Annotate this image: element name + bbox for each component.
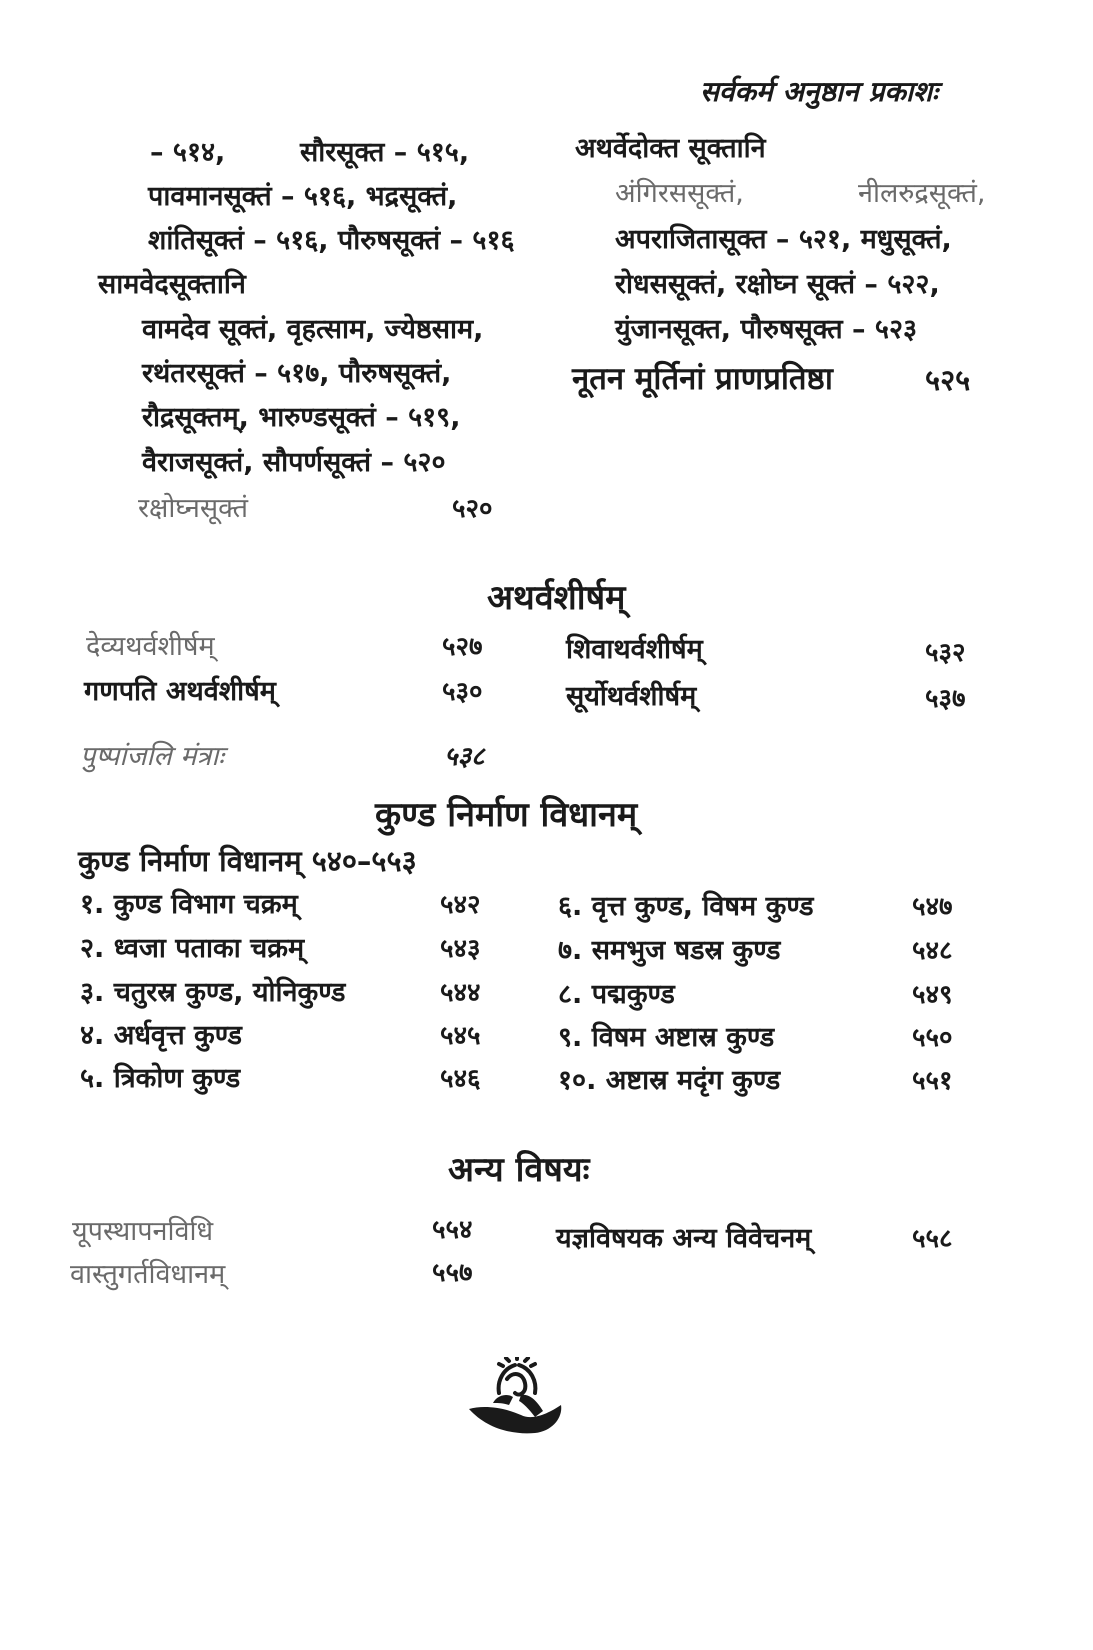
anya-left-2-page: ५५७	[432, 1258, 473, 1288]
left-line-3: शांतिसूक्तं – ५१६, पौरुषसूक्तं – ५१६	[148, 225, 515, 256]
anya-left-1-label: यूपस्थापनविधि	[72, 1216, 214, 1247]
kunda-left-4-page: ५४५	[440, 1021, 481, 1051]
kunda-left-1-label: १. कुण्ड विभाग चक्रम्	[80, 889, 298, 920]
lamp-icon	[463, 1357, 568, 1439]
pushpanjali-label: पुष्पांजलि मंत्राः	[80, 741, 224, 772]
kunda-right-1-label: ६. वृत्त कुण्ड, विषम कुण्ड	[558, 891, 814, 922]
ash-left-1-label: देव्यथर्वशीर्षम्	[86, 631, 215, 662]
ash-left-2-label: गणपति अथर्वशीर्षम्	[84, 676, 276, 707]
anya-left-2-label: वास्तुगर्तविधानम्	[70, 1259, 226, 1290]
kunda-right-2-page: ५४८	[912, 936, 953, 966]
kunda-left-2-label: २. ध्वजा पताका चक्रम्	[80, 933, 305, 964]
ash-right-2-page: ५३७	[925, 684, 966, 714]
ash-right-1-label: शिवाथर्वशीर्षम्	[566, 634, 703, 665]
samaveda-line-4: वैराजसूक्तं, सौपर्णसूक्तं – ५२०	[142, 447, 446, 478]
kunda-right-3-page: ५४९	[912, 980, 953, 1010]
kunda-left-1-page: ५४२	[440, 890, 481, 920]
atharva-line-2: अपराजितासूक्त – ५२१, मधुसूक्तं,	[615, 224, 952, 255]
kunda-left-2-page: ५४३	[440, 934, 481, 964]
anya-right-1-label: यज्ञविषयक अन्य विवेचनम्	[556, 1223, 812, 1254]
ash-left-2-page: ५३०	[442, 677, 483, 707]
kunda-left-3-label: ३. चतुरस्र कुण्ड, योनिकुण्ड	[80, 977, 346, 1008]
ash-left-1-page: ५२७	[442, 632, 483, 662]
atharva-line-3: रोधससूक्तं, रक्षोघ्न सूक्तं – ५२२,	[615, 269, 940, 300]
atharva-line-1a: अंगिरससूक्तं,	[615, 178, 744, 209]
kunda-right-5-label: १०. अष्टास्र मदृंग कुण्ड	[558, 1065, 781, 1096]
samaveda-line-3: रौद्रसूक्तम्, भारुण्डसूक्तं – ५१९,	[142, 402, 461, 433]
running-head: सर्वकर्म अनुष्ठान प्रकाशः	[700, 75, 938, 108]
ash-right-1-page: ५३२	[925, 638, 966, 668]
kunda-right-3-label: ८. पद्मकुण्ड	[558, 979, 675, 1010]
atharva-line-1b: नीलरुद्रसूक्तं,	[858, 178, 986, 209]
anya-left-1-page: ५५४	[432, 1215, 473, 1245]
ash-right-2-label: सूर्योथर्वशीर्षम्	[566, 681, 697, 712]
murti-page: ५२५	[925, 363, 971, 397]
kunda-right-4-page: ५५०	[912, 1023, 953, 1053]
samaveda-last-page: ५२०	[452, 494, 493, 524]
anya-heading: अन्य विषयः	[448, 1150, 590, 1190]
kunda-left-5-page: ५४६	[440, 1064, 481, 1094]
kunda-right-1-page: ५४७	[912, 892, 953, 922]
samaveda-line-2: रथंतरसूक्तं – ५१७, पौरुषसूक्तं,	[142, 358, 452, 389]
left-line-2: पावमानसूक्तं – ५१६, भद्रसूक्तं,	[148, 181, 458, 212]
anya-right-1-page: ५५८	[912, 1224, 953, 1254]
samaveda-last-label: रक्षोघ्नसूक्तं	[138, 493, 248, 524]
kunda-right-2-label: ७. समभुज षडस्र कुण्ड	[558, 935, 781, 966]
murti-label: नूतन मूर्तिनां प्राणप्रतिष्ठा	[572, 361, 833, 397]
pushpanjali-page: ५३८	[444, 742, 485, 772]
atharvashirsham-heading: अथर्वशीर्षम्	[487, 578, 626, 618]
kunda-left-3-page: ५४४	[440, 978, 481, 1008]
kunda-right-5-page: ५५१	[912, 1066, 953, 1096]
kunda-left-4-label: ४. अर्धवृत्त कुण्ड	[80, 1020, 243, 1051]
kunda-heading: कुण्ड निर्माण विधानम्	[375, 795, 638, 835]
atharva-sukta-heading: अथर्वेदोक्त सूक्तानि	[575, 133, 766, 164]
kunda-left-5-label: ५. त्रिकोण कुण्ड	[80, 1063, 241, 1094]
left-line-1a: – ५१४,	[150, 137, 226, 168]
samaveda-heading: सामवेदसूक्तानि	[98, 269, 246, 300]
samaveda-line-1: वामदेव सूक्तं, वृहत्साम, ज्येष्ठसाम,	[142, 314, 484, 345]
kunda-sub: कुण्ड निर्माण विधानम् ५४०–५५३	[78, 844, 417, 878]
left-line-1b: सौरसूक्त – ५१५,	[300, 137, 470, 168]
atharva-line-4: युंजानसूक्त, पौरुषसूक्त – ५२३	[615, 314, 918, 345]
kunda-right-4-label: ९. विषम अष्टास्र कुण्ड	[558, 1022, 775, 1053]
